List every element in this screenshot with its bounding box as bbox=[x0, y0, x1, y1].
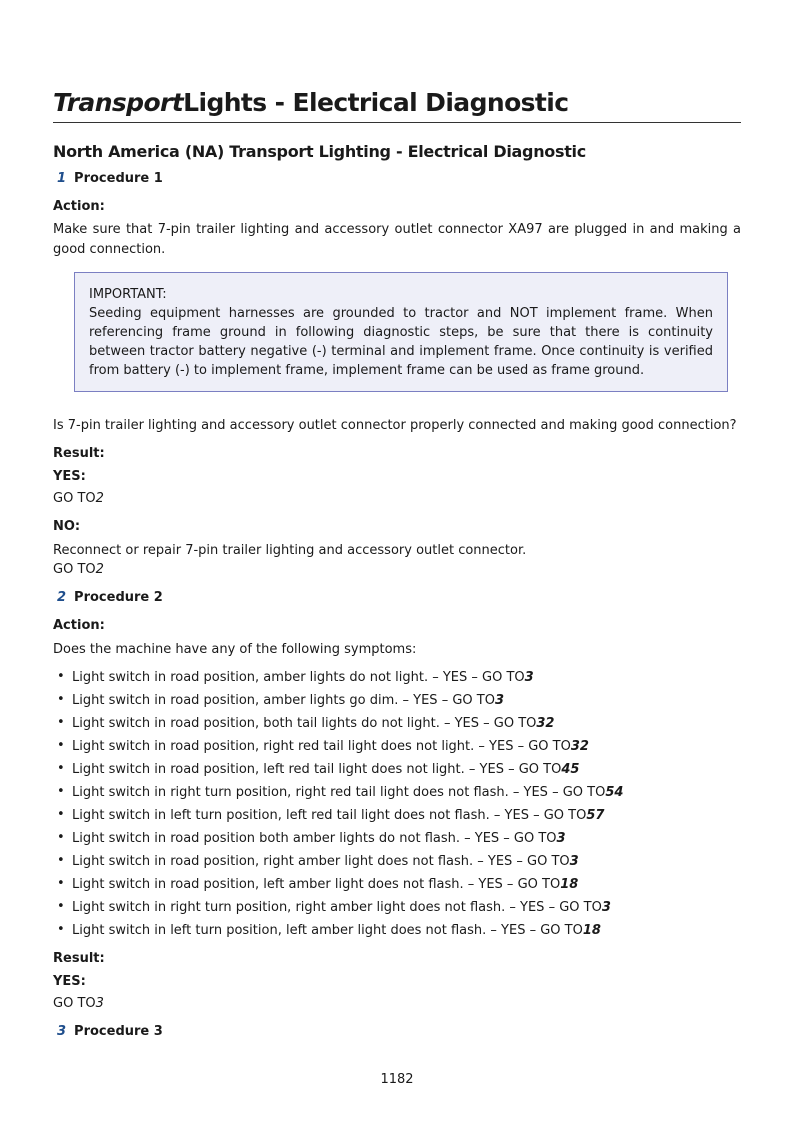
bullet-icon: • bbox=[57, 784, 65, 799]
goto-link[interactable]: 3 bbox=[556, 831, 566, 846]
procedure-1-question: Is 7-pin trailer lighting and accessory outlet connector properly connected and making good connection? bbox=[53, 418, 737, 433]
procedure-1-label: Procedure 1 bbox=[74, 171, 163, 186]
goto-link[interactable]: 45 bbox=[561, 762, 580, 777]
procedure-3-heading bbox=[57, 1023, 163, 1041]
list-item bbox=[53, 829, 741, 852]
bullet-icon: • bbox=[57, 738, 65, 753]
list-item bbox=[53, 852, 741, 875]
goto-link[interactable]: 3 bbox=[601, 900, 611, 915]
goto-link[interactable]: 18 bbox=[560, 877, 579, 892]
symptom-text: Light switch in right turn position, right amber light does not flash. – YES – GO TO bbox=[72, 900, 602, 915]
bullet-icon: • bbox=[57, 876, 65, 891]
goto-link[interactable]: 54 bbox=[605, 785, 624, 800]
procedure-1-number: 1 bbox=[57, 171, 67, 186]
procedure-2-label: Procedure 2 bbox=[74, 590, 163, 605]
symptom-text: Light switch in road position, left red tail light does not light. – YES – GO TO bbox=[72, 762, 562, 777]
procedure-1-no-goto bbox=[53, 560, 741, 580]
symptom-text: Light switch in left turn position, left amber light does not flash. – YES – GO TO bbox=[72, 923, 583, 938]
bullet-icon: • bbox=[57, 922, 65, 937]
bullet-icon: • bbox=[57, 761, 65, 776]
list-item bbox=[53, 783, 741, 806]
goto-link[interactable]: 32 bbox=[570, 739, 589, 754]
goto-text: GO TO bbox=[53, 996, 96, 1011]
procedure-1-no-label: NO: bbox=[53, 519, 81, 534]
list-item bbox=[53, 691, 741, 714]
goto-link[interactable]: 18 bbox=[582, 923, 601, 938]
section-heading: North America (NA) Transport Lighting - Electrical Diagnostic bbox=[53, 142, 586, 161]
bullet-icon: • bbox=[57, 853, 65, 868]
page-number: 1182 bbox=[380, 1072, 414, 1087]
goto-link[interactable]: 32 bbox=[536, 716, 555, 731]
list-item bbox=[53, 875, 741, 898]
procedure-2-number: 2 bbox=[57, 590, 67, 605]
symptom-list bbox=[53, 668, 741, 944]
bullet-icon: • bbox=[57, 715, 65, 730]
procedure-1-result-label: Result: bbox=[53, 446, 105, 461]
symptom-text: Light switch in road position, right red tail light does not light. – YES – GO TO bbox=[72, 739, 571, 754]
goto-link[interactable]: 3 bbox=[524, 670, 534, 685]
symptom-text: Light switch in road position, left amber light does not flash. – YES – GO TO bbox=[72, 877, 561, 892]
symptom-text: Light switch in road position, amber lights go dim. – YES – GO TO bbox=[72, 693, 495, 708]
list-item bbox=[53, 737, 741, 760]
procedure-3-number: 3 bbox=[57, 1024, 67, 1039]
list-item bbox=[53, 714, 741, 737]
goto-text: GO TO bbox=[53, 562, 96, 577]
list-item bbox=[53, 898, 741, 921]
procedure-1-no-text: Reconnect or repair 7-pin trailer lighting and accessory outlet connector. bbox=[53, 543, 527, 558]
procedure-1-action-text: Make sure that 7-pin trailer lighting and accessory outlet connector XA97 are plugged in and making a good connection. bbox=[53, 222, 741, 257]
important-text: Seeding equipment harnesses are grounded to tractor and NOT implement frame. When referencing frame ground in following diagnostic steps, be sure that there is continuity between tractor battery negative (-) terminal and implement frame. Once continuity is verified from battery (-) to implement frame, implement frame can be used as frame ground. bbox=[89, 306, 713, 378]
bullet-icon: • bbox=[57, 830, 65, 845]
procedure-1-heading bbox=[57, 170, 163, 188]
list-item bbox=[53, 806, 741, 829]
procedure-2-action-text: Does the machine have any of the following symptoms: bbox=[53, 642, 417, 657]
procedure-1-yes-label: YES: bbox=[53, 469, 86, 484]
bullet-icon: • bbox=[57, 807, 65, 822]
goto-text: GO TO bbox=[53, 491, 96, 506]
symptom-text: Light switch in road position, both tail lights do not light. – YES – GO TO bbox=[72, 716, 537, 731]
procedure-2-action-label: Action: bbox=[53, 618, 105, 633]
procedure-2-yes-goto bbox=[53, 994, 741, 1014]
page-title-rest: Lights - Electrical Diagnostic bbox=[183, 88, 569, 117]
goto-link[interactable]: 3 bbox=[569, 854, 579, 869]
symptom-text: Light switch in right turn position, right red tail light does not flash. – YES – GO TO bbox=[72, 785, 606, 800]
list-item bbox=[53, 921, 741, 944]
list-item bbox=[53, 668, 741, 691]
symptom-text: Light switch in road position both amber lights do not flash. – YES – GO TO bbox=[72, 831, 557, 846]
goto-link[interactable]: 2 bbox=[95, 562, 104, 577]
goto-link[interactable]: 57 bbox=[586, 808, 605, 823]
symptom-text: Light switch in road position, right amber light does not flash. – YES – GO TO bbox=[72, 854, 570, 869]
symptom-text: Light switch in left turn position, left red tail light does not flash. – YES – GO TO bbox=[72, 808, 587, 823]
page-title-italic: Transport bbox=[53, 88, 184, 117]
procedure-3-label: Procedure 3 bbox=[74, 1024, 163, 1039]
important-heading: IMPORTANT: bbox=[89, 287, 167, 302]
goto-link[interactable]: 3 bbox=[95, 996, 104, 1011]
procedure-2-result-label: Result: bbox=[53, 951, 105, 966]
page-title bbox=[53, 86, 741, 123]
procedure-2-yes-label: YES: bbox=[53, 974, 86, 989]
procedure-1-action-label: Action: bbox=[53, 199, 105, 214]
symptom-text: Light switch in road position, amber lights do not light. – YES – GO TO bbox=[72, 670, 525, 685]
procedure-2-heading bbox=[57, 589, 163, 607]
important-note bbox=[74, 272, 728, 392]
bullet-icon: • bbox=[57, 899, 65, 914]
goto-link[interactable]: 3 bbox=[494, 693, 504, 708]
list-item bbox=[53, 760, 741, 783]
bullet-icon: • bbox=[57, 692, 65, 707]
bullet-icon: • bbox=[57, 669, 65, 684]
goto-link[interactable]: 2 bbox=[95, 491, 104, 506]
procedure-1-yes-goto bbox=[53, 489, 741, 509]
